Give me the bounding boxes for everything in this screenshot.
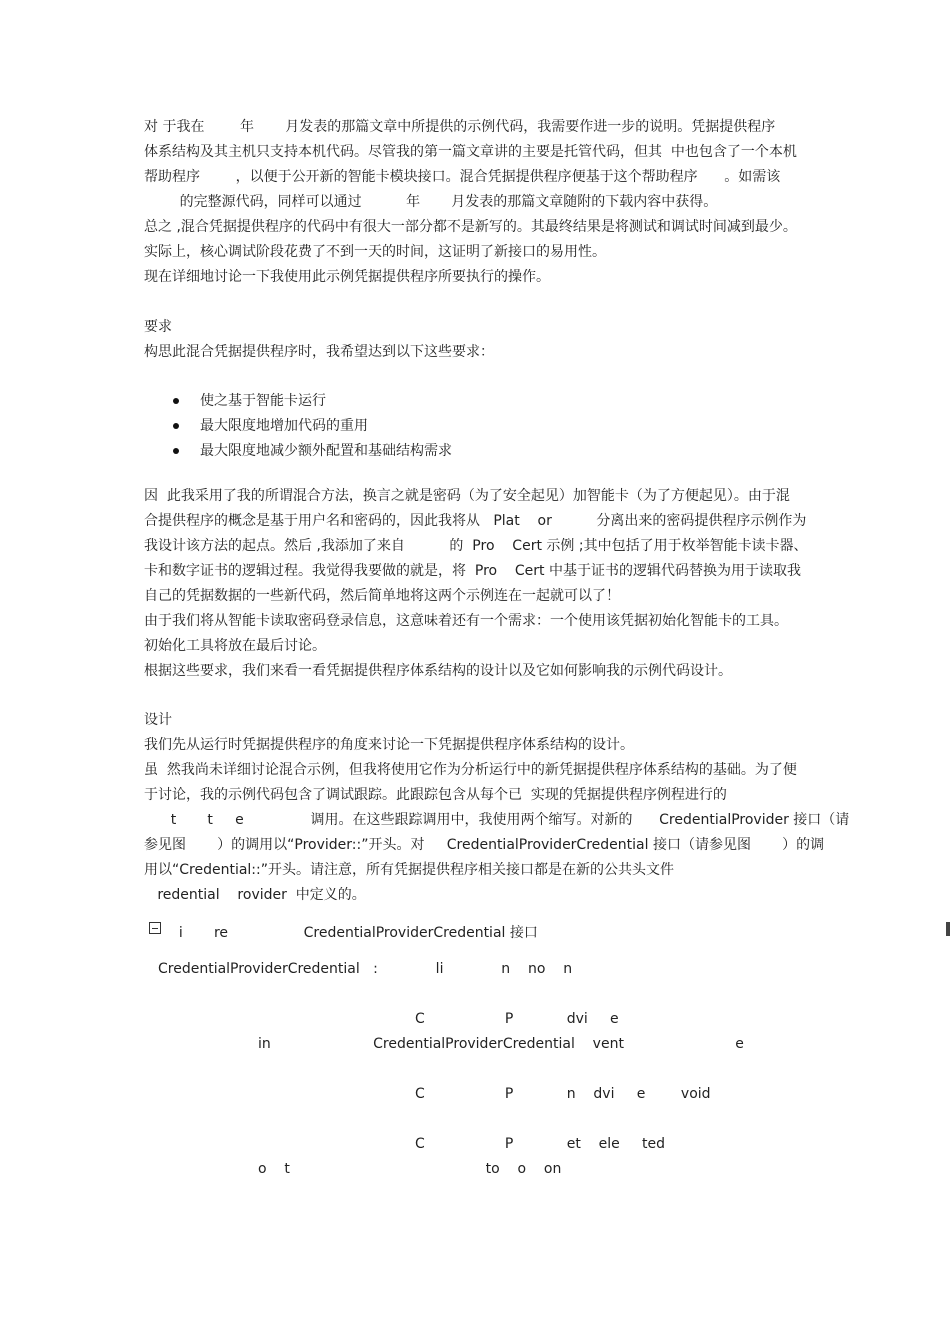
para1-line: 现在详细地讨论一下我使用此示例凭据提供程序所要执行的操作。: [144, 269, 550, 285]
bullet-icon: [173, 423, 179, 429]
para2-line: 由于我们将从智能卡读取密码登录信息，这意味着还有一个需求：一个使用该凭据初始化智能卡的工具。: [144, 613, 788, 629]
para2-line: 根据这些要求，我们来看一看凭据提供程序体系结构的设计以及它如何影响我的示例代码设计。: [144, 663, 732, 679]
para1-line: 对 于我在 年 月发表的那篇文章中所提供的示例代码，我需要作进一步的说明。凭据提供程序: [144, 119, 776, 135]
code-line: in CredentialProviderCredential vent e: [258, 1036, 744, 1052]
para2-line: 初始化工具将放在最后讨论。: [144, 638, 326, 654]
para1-line: 帮助程序 ，以便于公开新的智能卡模块接口。混合凭据提供程序便基于这个帮助程序 。如需该: [144, 169, 781, 185]
requirements-heading: 要求: [144, 319, 172, 335]
bullet-item: 最大限度地增加代码的重用: [200, 418, 368, 434]
bullet-item: 使之基于智能卡运行: [200, 393, 326, 409]
margin-mark: [946, 922, 950, 936]
code-line: C P et ele ted: [415, 1136, 665, 1152]
para3-line: 于讨论，我的示例代码包含了调试跟踪。此跟踪包含从每个已 实现的凭据提供程序例程进行的: [144, 787, 727, 803]
requirements-intro: 构思此混合凭据提供程序时，我希望达到以下这些要求：: [144, 344, 494, 360]
para2-line: 合提供程序的概念是基于用户名和密码的，因此我将从 Plat or 分离出来的密码提供程序示例作为: [144, 513, 807, 529]
para2-line: 我设计该方法的起点。然后 ,我添加了来自 的 Pro Cert 示例 ;其中包括了用于枚举智能卡读卡器、: [144, 538, 808, 554]
design-heading: 设计: [144, 712, 172, 728]
figure-caption: i re CredentialProviderCredential 接口: [170, 925, 538, 941]
para1-line: 实际上，核心调试阶段花费了不到一天的时间，这证明了新接口的易用性。: [144, 244, 606, 260]
bullet-icon: [173, 398, 179, 404]
para1-line: 的完整源代码，同样可以通过 年 月发表的那篇文章随附的下载内容中获得。: [144, 194, 718, 210]
para3-line: 我们先从运行时凭据提供程序的角度来讨论一下凭据提供程序体系结构的设计。: [144, 737, 634, 753]
para3-line: 参见图 ）的调用以“Provider::”开头。对 CredentialProviderCredential 接口（请参见图 ）的调: [144, 837, 825, 853]
code-line: o t to o on: [258, 1161, 562, 1177]
para2-line: 卡和数字证书的逻辑过程。我觉得我要做的就是，将 Pro Cert 中基于证书的逻辑代码替换为用于读取我: [144, 563, 801, 579]
para3-line: redential rovider 中定义的。: [144, 887, 366, 903]
code-line: C P n dvi e void: [415, 1086, 711, 1102]
collapse-icon[interactable]: [149, 922, 161, 934]
code-line: CredentialProviderCredential : li n no n: [158, 961, 573, 977]
para3-line: 用以“Credential::”开头。请注意，所有凭据提供程序相关接口都是在新的公共头文件: [144, 862, 674, 878]
para3-line: t t e 调用。在这些跟踪调用中，我使用两个缩写。对新的 CredentialProvider 接口（请: [144, 812, 850, 828]
para2-line: 因 此我采用了我的所谓混合方法，换言之就是密码（为了安全起见）加智能卡（为了方便起见）。由于混: [144, 488, 790, 504]
para1-line: 总之 ,混合凭据提供程序的代码中有很大一部分都不是新写的。其最终结果是将测试和调试时间减到最少。: [144, 219, 797, 235]
para1-line: 体系结构及其主机只支持本机代码。尽管我的第一篇文章讲的主要是托管代码，但其 中也包含了一个本机: [144, 144, 797, 160]
para2-line: 自己的凭据数据的一些新代码，然后简单地将这两个示例连在一起就可以了！: [144, 588, 620, 604]
bullet-item: 最大限度地减少额外配置和基础结构需求: [200, 443, 452, 459]
code-line: C P dvi e: [415, 1011, 619, 1027]
para3-line: 虽 然我尚未详细讨论混合示例，但我将使用它作为分析运行中的新凭据提供程序体系结构的基础。为了便: [144, 762, 797, 778]
bullet-icon: [173, 448, 179, 454]
